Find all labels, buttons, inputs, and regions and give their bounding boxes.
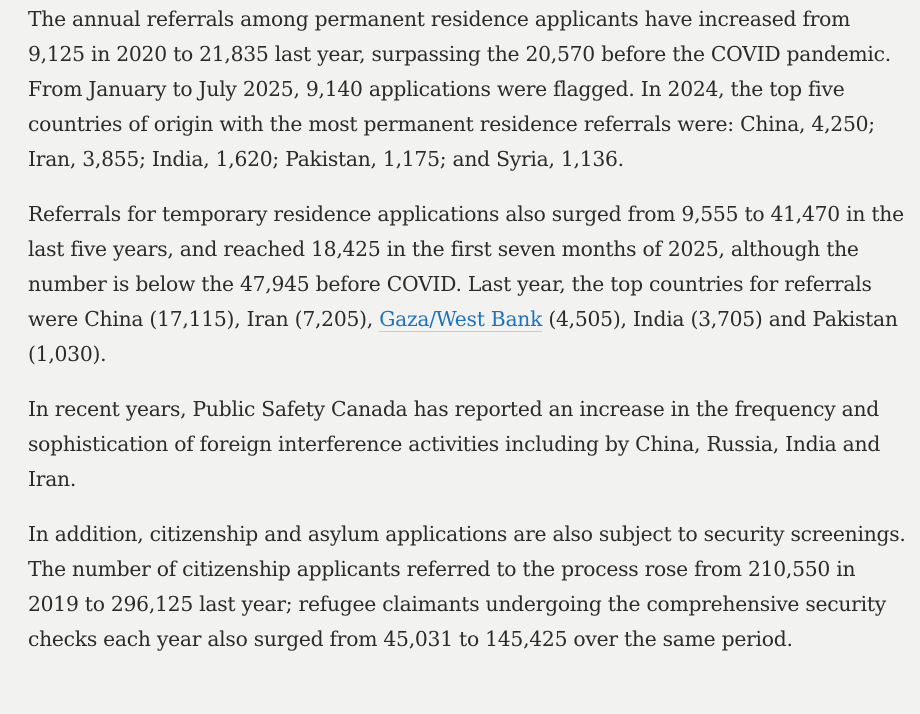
article-body (28, 2, 908, 677)
paragraph-text: (4,505), India (3,705) and Pakistan (1,030). (28, 307, 898, 366)
gaza-west-bank-link[interactable]: Gaza/West Bank (379, 307, 543, 331)
paragraph-permanent-residence: The annual referrals among permanent residence applicants have increased from 9,125 in 2020 to 21,835 last year, surpassing the 20,570 before the COVID pandemic. From January to July 2025, 9,140 applications were flagged. In 2024, the top five countries of origin with the most permanent residence referrals were: China, 4,250; Iran, 3,855; India, 1,620; Pakistan, 1,175; and Syria, 1,136. (28, 7, 891, 171)
paragraph-citizenship-asylum: In addition, citizenship and asylum applications are also subject to security screenings. The number of citizenship applicants referred to the process rose from 210,550 in 2019 to 296,125 last year; refugee claimants undergoing the comprehensive security checks each year also surged from 45,031 to 145,425 over the same period. (28, 522, 906, 651)
paragraph-temporary-residence (28, 197, 908, 372)
paragraph-foreign-interference: In recent years, Public Safety Canada has reported an increase in the frequency and sophistication of foreign interference activities including by China, Russia, India and Iran. (28, 397, 881, 491)
paragraph-text: Referrals for temporary residence applications also surged from 9,555 to 41,470 in the last five years, and reached 18,425 in the first seven months of 2025, although the number is below the 47,945 before COVID. Last year, the top countries for referrals were China (17,115), Iran (7,205), (28, 202, 904, 331)
